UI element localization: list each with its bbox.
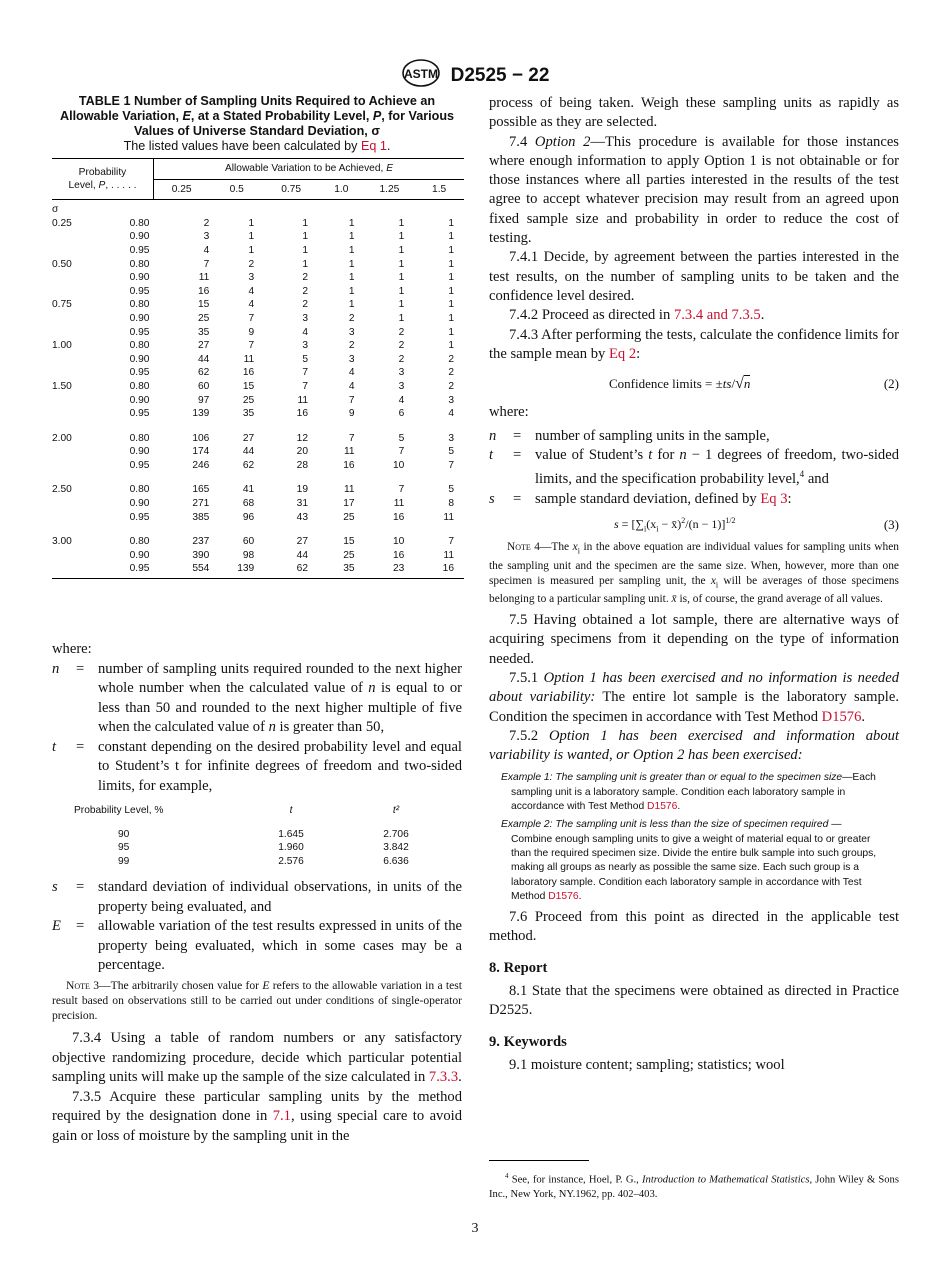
- table-row: [52, 285, 464, 299]
- value-cell: 28: [296, 459, 309, 471]
- probability-cell: 0.95: [129, 459, 150, 471]
- value-cell: 1: [348, 244, 355, 256]
- value-cell: 3: [248, 272, 255, 284]
- equation-1-variables: [52, 640, 462, 1146]
- where-label-2: where:: [489, 404, 529, 421]
- value-cell: 19: [296, 484, 309, 496]
- value-cell: 9: [348, 408, 355, 420]
- table-row: [52, 258, 464, 272]
- value-cell: 1: [348, 217, 355, 229]
- table-row: [52, 407, 464, 421]
- value-cell: 139: [237, 563, 255, 575]
- value-cell: 7: [448, 459, 454, 471]
- value-cell: 41: [242, 484, 255, 496]
- astm-logo: [401, 58, 441, 93]
- value-cell: 4: [448, 408, 454, 420]
- section-8-heading: 8. Report: [489, 959, 548, 976]
- probability-header: Probability Level, P, . . . . .: [52, 159, 153, 200]
- value-cell: 1: [448, 244, 454, 256]
- def-t-2: t = value of Student’s t for n − 1 degrees of freedom, two-sided limits, and the specification probability level,$^4$ and: [489, 447, 900, 488]
- sigma-cell: [52, 407, 100, 421]
- value-cell: 10: [392, 459, 405, 471]
- para-7-3-4: 7.3.4 Using a table of random numbers or any satisfactory objective randomizing procedure, decide which particular potential sampling units will make up the sample of the size calculated in 7.3.3.: [52, 1030, 462, 1086]
- value-cell: 1: [448, 340, 454, 352]
- value-cell: 1: [302, 217, 309, 229]
- value-cell: 1: [398, 258, 405, 270]
- value-cell: 1: [398, 285, 405, 297]
- ref-7-1-link[interactable]: 7.1: [272, 1108, 291, 1125]
- value-cell: 1: [302, 258, 309, 270]
- probability-cell: 0.95: [129, 367, 150, 379]
- def-s: s = standard deviation of individual observations, in units of the property being evaluated, and: [52, 879, 462, 915]
- value-cell: 5: [448, 484, 454, 496]
- value-cell: 11: [243, 353, 255, 365]
- para-7-4-3: 7.4.3 After performing the tests, calculate the confidence limits for the sample mean by Eq 2:: [489, 326, 899, 362]
- table-note: The listed values have been calculated by Eq 1.: [123, 139, 391, 153]
- value-cell: 7: [203, 258, 210, 270]
- sigma-cell: 2.00: [52, 432, 72, 444]
- eq1-link[interactable]: Eq 1: [360, 139, 387, 153]
- probability-cell: 0.90: [129, 394, 150, 406]
- value-cell: 1: [448, 326, 454, 338]
- value-cell: 4: [248, 299, 255, 311]
- value-cell: 44: [197, 353, 210, 365]
- value-cell: 2: [448, 353, 454, 365]
- value-cell: 11: [393, 498, 405, 510]
- def-E: E = allowable variation of the test results expressed in units of the property being evaluated, which in some cases may be a percentage.: [52, 918, 462, 974]
- value-cell: 97: [197, 394, 210, 406]
- eq2-link[interactable]: Eq 2: [608, 345, 637, 362]
- value-cell: 98: [242, 549, 255, 561]
- table-row: [52, 298, 464, 312]
- probability-cell: 0.80: [129, 299, 150, 311]
- sigma-label: σ: [52, 204, 59, 216]
- value-cell: 5: [448, 446, 454, 458]
- value-cell: 2: [398, 353, 405, 365]
- value-cell: 3: [398, 367, 405, 379]
- table-row: [52, 380, 464, 394]
- para-7-4-1: 7.4.1 Decide, by agreement between the parties interested in the test results, on the number of sampling units to be taken and the confidence level desired.: [489, 249, 899, 304]
- section-9-heading: 9. Keywords: [489, 1033, 567, 1050]
- value-cell: 15: [343, 536, 355, 548]
- value-cell: 60: [242, 536, 255, 548]
- value-cell: 25: [343, 511, 355, 523]
- table-row: [52, 459, 464, 473]
- value-cell: 246: [192, 459, 210, 471]
- value-cell: 27: [296, 536, 309, 548]
- def-n-2: n = number of sampling units in the sample,: [489, 427, 770, 444]
- probability-cell: 0.80: [129, 340, 150, 352]
- where-label: where:: [52, 641, 92, 657]
- para-9-1: 9.1 moisture content; sampling; statistics; wool: [509, 1056, 785, 1073]
- e-header-0: 0.25: [171, 183, 192, 195]
- table-row: [52, 562, 464, 576]
- para-8-1: 8.1 State that the specimens were obtained as directed in Practice D2525.: [489, 982, 899, 1019]
- probability-cell: 0.80: [129, 380, 150, 392]
- e-header-5: 1.5: [432, 183, 447, 195]
- def-n: n = number of sampling units required rounded to the next higher whole number when the calculated value of n is equal to or less than 50 and rounded to the next higher multiple of five when the calculated value of n is greater than 50,: [52, 660, 462, 735]
- sigma-cell: 0.50: [52, 258, 72, 270]
- value-cell: 3: [348, 326, 355, 338]
- probability-cell: 0.90: [129, 498, 150, 510]
- sigma-cell: [52, 445, 100, 459]
- sigma-cell: 0.75: [52, 299, 72, 311]
- table-row: [52, 535, 464, 549]
- para-7-3-5: 7.3.5 Acquire these particular sampling units by the method required by the designation done in 7.1, using special care to avoid gain or loss of moisture by the sampling unit in the: [52, 1088, 463, 1144]
- value-cell: 2: [448, 367, 454, 379]
- value-cell: 44: [242, 446, 255, 458]
- sigma-cell: [52, 326, 100, 340]
- value-cell: 1: [248, 244, 255, 256]
- footnote-4: $^4$ See, for instance, Hoel, P. G., Introduction to Mathematical Statistics, John Wiley & Sons Inc., New York, NY.1962, pp. 402–403.: [489, 1160, 899, 1203]
- d1576-link-2[interactable]: D1576: [647, 801, 678, 813]
- para-7-5-1: 7.5.1 Option 1 has been exercised and no information is needed about variability: The entire lot sample is the laboratory sample. Condition the specimen in accordance with Test Method D1576.: [489, 669, 899, 725]
- sigma-cell: [52, 366, 100, 380]
- value-cell: 271: [192, 498, 210, 510]
- table-row: [52, 353, 464, 367]
- probability-cell: 0.90: [129, 231, 150, 243]
- value-cell: 2: [302, 299, 309, 311]
- probability-cell: 0.95: [129, 408, 150, 420]
- t-table-row: [74, 855, 436, 869]
- value-cell: 3: [348, 353, 355, 365]
- value-cell: 3: [302, 312, 309, 324]
- value-cell: 11: [198, 272, 210, 284]
- value-cell: 165: [192, 484, 210, 496]
- table-row: [52, 394, 464, 408]
- value-cell: 7: [348, 432, 355, 444]
- value-cell: 16: [343, 459, 355, 471]
- value-cell: 1: [448, 285, 454, 297]
- value-cell: 2: [348, 340, 355, 352]
- value-cell: 8: [448, 498, 454, 510]
- probability-cell: 0.95: [129, 511, 150, 523]
- t-table-cell: 2.706: [383, 828, 409, 840]
- value-cell: 7: [248, 312, 255, 324]
- value-cell: 27: [197, 340, 210, 352]
- table-row: [52, 366, 464, 380]
- value-cell: 1: [348, 299, 355, 311]
- t-table-cell: 99: [118, 855, 130, 867]
- value-cell: 35: [242, 408, 255, 420]
- t-table-cell: 6.636: [383, 855, 409, 867]
- table-row: [52, 326, 464, 340]
- value-cell: 4: [348, 380, 355, 392]
- value-cell: 5: [302, 353, 309, 365]
- t-table-cell: 2.576: [278, 855, 304, 867]
- value-cell: 16: [442, 563, 454, 575]
- value-cell: 1: [448, 299, 454, 311]
- t-value-table: Probability Level, % t t² 90 1.645 2.706 95 1.960 3.842 99 2.576 6.636: [74, 804, 436, 868]
- sigma-cell: [52, 562, 100, 576]
- value-cell: 4: [398, 394, 405, 406]
- value-cell: 7: [302, 367, 309, 379]
- ref-7-3-3-link[interactable]: 7.3.3: [428, 1069, 459, 1086]
- probability-cell: 0.95: [129, 326, 150, 338]
- value-cell: 7: [448, 536, 454, 548]
- probability-cell: 0.95: [129, 563, 150, 575]
- value-cell: 62: [242, 459, 255, 471]
- sigma-cell: [52, 497, 100, 511]
- value-cell: 4: [203, 244, 210, 256]
- table-body: [52, 200, 464, 576]
- value-cell: 1: [398, 231, 405, 243]
- equation-2: Confidence limits = ±ts/√n (2): [609, 375, 899, 393]
- value-cell: 237: [192, 536, 210, 548]
- example-2: Example 2: The sampling unit is less than the size of specimen required —Combine enough sampling units to give a weight of material equal to or greater than the required specimen size. Divide the entire bulk sample into such groups, making all groups as nearly as possible the same size. Each such group is a laboratory sample. Condition each laboratory sample in accordance with Test Method D1576.: [501, 819, 877, 902]
- value-cell: 2: [348, 312, 355, 324]
- table-row: [52, 511, 464, 525]
- def-t: t = constant depending on the desired probability level and equal to Student’s t for infinite degrees of freedom and two-sided limits, for example,: [52, 738, 462, 794]
- value-cell: 106: [192, 432, 210, 444]
- value-cell: 11: [443, 549, 454, 561]
- value-cell: 1: [348, 258, 355, 270]
- value-cell: 15: [242, 380, 255, 392]
- t-table-cell: 1.645: [278, 828, 304, 840]
- value-cell: 20: [296, 446, 309, 458]
- table-row: [52, 432, 464, 446]
- value-cell: 1: [398, 244, 405, 256]
- value-cell: 139: [192, 408, 210, 420]
- d1576-link-3[interactable]: D1576: [548, 890, 579, 902]
- value-cell: 4: [302, 326, 309, 338]
- probability-cell: 0.80: [129, 484, 150, 496]
- value-cell: 7: [302, 380, 309, 392]
- value-cell: 11: [344, 484, 355, 496]
- value-cell: 7: [398, 446, 405, 458]
- probability-cell: 0.80: [129, 432, 150, 444]
- note-3: Note 3—The arbitrarily chosen value for E refers to the allowable variation in a test result based on observations still to be carried out under conditions of single-operator precision.: [52, 978, 462, 1023]
- sigma-cell: 1.00: [52, 340, 72, 352]
- value-cell: 1: [398, 312, 405, 324]
- ref-7-3-4-link[interactable]: 7.3.4 and 7.3.5: [673, 307, 761, 324]
- value-cell: 1: [448, 217, 454, 229]
- para-7-5-2: 7.5.2 Option 1 has been exercised and information about variability is wanted, or Option 2 has been exercised:: [489, 727, 899, 764]
- value-cell: 2: [398, 326, 405, 338]
- value-cell: 4: [248, 285, 255, 297]
- value-cell: 44: [296, 549, 309, 561]
- e-header-3: 1.0: [334, 183, 349, 195]
- page-number: 3: [471, 1221, 479, 1236]
- probability-cell: 0.90: [129, 446, 150, 458]
- sigma-cell: [52, 459, 100, 473]
- value-cell: 23: [392, 563, 405, 575]
- value-cell: 6: [398, 408, 405, 420]
- value-cell: 2: [448, 380, 454, 392]
- value-cell: 11: [344, 446, 355, 458]
- value-cell: 1: [448, 231, 454, 243]
- probability-cell: 0.90: [129, 549, 150, 561]
- eq3-link[interactable]: Eq 3: [760, 490, 788, 507]
- table-row: [52, 339, 464, 353]
- value-cell: 11: [443, 511, 454, 523]
- value-cell: 1: [398, 217, 405, 229]
- value-cell: 62: [296, 563, 309, 575]
- sigma-cell: [52, 549, 100, 563]
- para-7-5: 7.5 Having obtained a lot sample, there are alternative ways of acquiring specimens from it depending on the type of information needed.: [489, 612, 899, 667]
- value-cell: 5: [398, 432, 405, 444]
- para-continued: process of being taken. Weigh these sampling units as rapidly as possible as they are selected.: [489, 95, 899, 131]
- value-cell: 3: [398, 380, 405, 392]
- para-7-4: 7.4 Option 2—This procedure is available for those instances where enough information to apply Option 1 is not obtainable or for those instances where all parties interested in the results of the test agree to accept whatever precision may result from an agreed upon fixed sample size and probability in order to reduce the cost of testing.: [489, 133, 899, 247]
- example-1: Example 1: The sampling unit is greater than or equal to the specimen size—Each sampling unit is a laboratory sample. Condition each laboratory sample in accordance with Test Method D1576.: [501, 772, 876, 813]
- probability-cell: 0.95: [129, 244, 150, 256]
- table-caption: TABLE 1 Number of Sampling Units Required to Achieve an Allowable Variation, E, at a Stated Probability Level, P, for Various Values of Universe Standard Deviation, σ: [59, 94, 455, 138]
- value-cell: 3: [448, 432, 454, 444]
- value-cell: 1: [448, 272, 454, 284]
- value-cell: 25: [242, 394, 255, 406]
- value-cell: 43: [296, 511, 309, 523]
- t-table-cell: 90: [118, 828, 130, 840]
- def-s-2: s = sample standard deviation, defined by Eq 3:: [489, 490, 792, 507]
- value-cell: 2: [203, 217, 210, 229]
- table-row: [52, 549, 464, 563]
- probability-cell: 0.95: [129, 285, 150, 297]
- t-table-row: [74, 841, 436, 855]
- value-cell: 35: [197, 326, 210, 338]
- value-cell: 1: [302, 231, 309, 243]
- document-designation: D2525 − 22: [450, 64, 550, 86]
- value-cell: 1: [348, 272, 355, 284]
- probability-cell: 0.80: [129, 217, 150, 229]
- value-cell: 3: [302, 340, 309, 352]
- table-row: [52, 217, 464, 231]
- table-row: [52, 244, 464, 258]
- value-cell: 1: [348, 231, 355, 243]
- value-cell: 9: [248, 326, 255, 338]
- probability-cell: 0.80: [129, 258, 150, 270]
- note-4: Note 4—The $x_i$ in the above equation are individual values for sampling units when the sampling unit and the specimen are the same size. When, however, more than one specimen is measured per sampling unit, the $x_i$ will be averages of those specimens belonging to a particular sampling unit. x̄ is, of course, the grand average of all values.: [489, 541, 899, 606]
- table-row: [52, 271, 464, 285]
- value-cell: 1: [398, 272, 405, 284]
- sigma-cell: [52, 353, 100, 367]
- table-row: [52, 230, 464, 244]
- value-cell: 3: [448, 394, 454, 406]
- table-row: [52, 497, 464, 511]
- value-cell: 17: [343, 498, 355, 510]
- value-cell: 3: [203, 231, 210, 243]
- value-cell: 1: [302, 244, 309, 256]
- value-cell: 1: [448, 312, 454, 324]
- t-table-cell: 3.842: [383, 842, 409, 854]
- page-header: [0, 58, 950, 93]
- value-cell: 1: [448, 258, 454, 270]
- value-cell: 2: [302, 285, 309, 297]
- para-7-4-2: 7.4.2 Proceed as directed in 7.3.4 and 7.3.5.: [509, 307, 765, 324]
- value-cell: 4: [348, 367, 355, 379]
- sigma-cell: [52, 511, 100, 525]
- value-cell: 174: [192, 446, 210, 458]
- value-cell: 16: [392, 511, 405, 523]
- sigma-cell: 0.25: [52, 217, 72, 229]
- value-cell: 7: [248, 340, 255, 352]
- table-row: [52, 483, 464, 497]
- value-cell: 2: [248, 258, 255, 270]
- value-cell: 35: [343, 563, 355, 575]
- e-header-4: 1.25: [379, 183, 400, 195]
- value-cell: 385: [192, 511, 210, 523]
- allowable-variation-header: Allowable Variation to be Achieved, E: [153, 159, 464, 180]
- value-cell: 2: [302, 272, 309, 284]
- value-cell: 390: [192, 549, 210, 561]
- value-cell: 1: [248, 231, 255, 243]
- value-cell: 25: [343, 549, 355, 561]
- value-cell: 68: [242, 498, 255, 510]
- sigma-cell: [52, 312, 100, 326]
- sampling-units-table: [52, 158, 464, 576]
- t-table-cell: 1.960: [278, 842, 304, 854]
- sigma-cell: 3.00: [52, 536, 72, 548]
- e-header-2: 0.75: [281, 183, 302, 195]
- sigma-cell: [52, 394, 100, 408]
- value-cell: 27: [242, 432, 255, 444]
- value-cell: 2: [398, 340, 405, 352]
- right-column: [489, 94, 899, 1075]
- value-cell: 10: [392, 536, 405, 548]
- t-table-row: [74, 828, 436, 842]
- value-cell: 1: [248, 217, 255, 229]
- value-cell: 11: [297, 394, 309, 406]
- svg-text:ASTM: ASTM: [403, 67, 438, 81]
- value-cell: 25: [197, 312, 210, 324]
- value-cell: 60: [197, 380, 210, 392]
- sigma-cell: [52, 271, 100, 285]
- value-cell: 12: [296, 432, 309, 444]
- value-cell: 16: [392, 549, 405, 561]
- equation-3: $s = [\sum_i(x_i$ − x̄)$^2$/(n − 1)]$^{1/2}$ (3): [614, 515, 899, 534]
- value-cell: 16: [242, 367, 255, 379]
- table-1-block: [52, 94, 462, 579]
- sigma-cell: 1.50: [52, 380, 72, 392]
- sigma-cell: [52, 285, 100, 299]
- value-cell: 16: [197, 285, 210, 297]
- sigma-cell: [52, 244, 100, 258]
- table-row: [52, 312, 464, 326]
- sigma-cell: 2.50: [52, 484, 72, 496]
- t-table-cell: 95: [118, 842, 130, 854]
- probability-cell: 0.90: [129, 272, 150, 284]
- value-cell: 1: [348, 285, 355, 297]
- value-cell: 31: [296, 498, 309, 510]
- probability-cell: 0.80: [129, 536, 150, 548]
- e-header-1: 0.5: [229, 183, 244, 195]
- para-7-6: 7.6 Proceed from this point as directed in the applicable test method.: [489, 909, 899, 945]
- probability-cell: 0.90: [129, 353, 150, 365]
- table-row: [52, 445, 464, 459]
- value-cell: 1: [398, 299, 405, 311]
- sigma-cell: [52, 230, 100, 244]
- value-cell: 554: [192, 563, 210, 575]
- value-cell: 7: [348, 394, 355, 406]
- value-cell: 16: [296, 408, 309, 420]
- d1576-link-1[interactable]: D1576: [821, 708, 862, 725]
- value-cell: 62: [197, 367, 210, 379]
- probability-cell: 0.90: [129, 312, 150, 324]
- value-cell: 96: [242, 511, 255, 523]
- value-cell: 15: [197, 299, 210, 311]
- value-cell: 7: [398, 484, 405, 496]
